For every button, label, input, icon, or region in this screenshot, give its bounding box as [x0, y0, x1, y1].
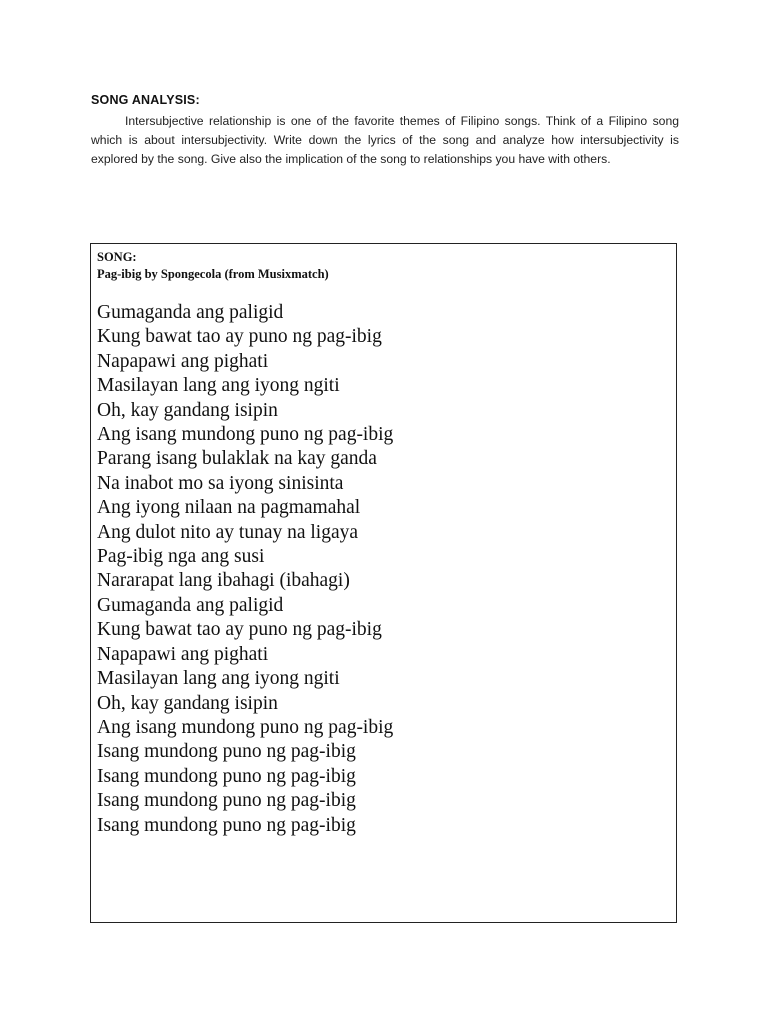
lyric-line: Masilayan lang ang iyong ngiti [97, 375, 340, 397]
lyric-line: Isang mundong puno ng pag-ibig [97, 790, 356, 812]
lyric-line: Kung bawat tao ay puno ng pag-ibig [97, 326, 382, 348]
section-heading: SONG ANALYSIS: [91, 93, 200, 107]
lyric-line: Napapawi ang pighati [97, 643, 269, 665]
song-title: Pag-ibig by Spongecola (from Musixmatch) [97, 267, 329, 281]
lyric-line: Ang isang mundong puno ng pag-ibig [97, 716, 394, 738]
lyrics-list [97, 301, 393, 838]
lyric-line: Pag-ibig nga ang susi [97, 546, 265, 568]
lyric-line: Nararapat lang ibahagi (ibahagi) [97, 570, 350, 592]
lyric-line: Napapawi ang pighati [97, 350, 269, 372]
lyric-line: Oh, kay gandang isipin [97, 399, 278, 421]
lyric-line: Kung bawat tao ay puno ng pag-ibig [97, 619, 382, 641]
lyric-line: Parang isang bulaklak na kay ganda [97, 448, 377, 470]
lyric-line: Ang isang mundong puno ng pag-ibig [97, 424, 394, 446]
lyric-line: Ang iyong nilaan na pagmamahal [97, 497, 361, 519]
lyric-line: Gumaganda ang paligid [97, 594, 284, 616]
lyric-line: Oh, kay gandang isipin [97, 692, 278, 714]
lyric-line: Isang mundong puno ng pag-ibig [97, 814, 356, 836]
lyric-line: Ang dulot nito ay tunay na ligaya [97, 521, 359, 543]
lyric-line: Isang mundong puno ng pag-ibig [97, 741, 356, 763]
song-label: SONG: [97, 250, 137, 264]
instructions-paragraph: Intersubjective relationship is one of the favorite themes of Filipino songs. Think of a Filipino song which is about intersubjectivity. Write down the lyrics of the song and analyze how intersubjectivity is explored by the song. Give also the implication of the song to relationships you have with others. [91, 114, 679, 166]
lyric-line: Masilayan lang ang iyong ngiti [97, 668, 340, 690]
lyric-line: Na inabot mo sa iyong sinisinta [97, 472, 344, 494]
lyric-line: Gumaganda ang paligid [97, 302, 284, 323]
song-box [90, 243, 677, 923]
lyric-line: Isang mundong puno ng pag-ibig [97, 765, 356, 787]
